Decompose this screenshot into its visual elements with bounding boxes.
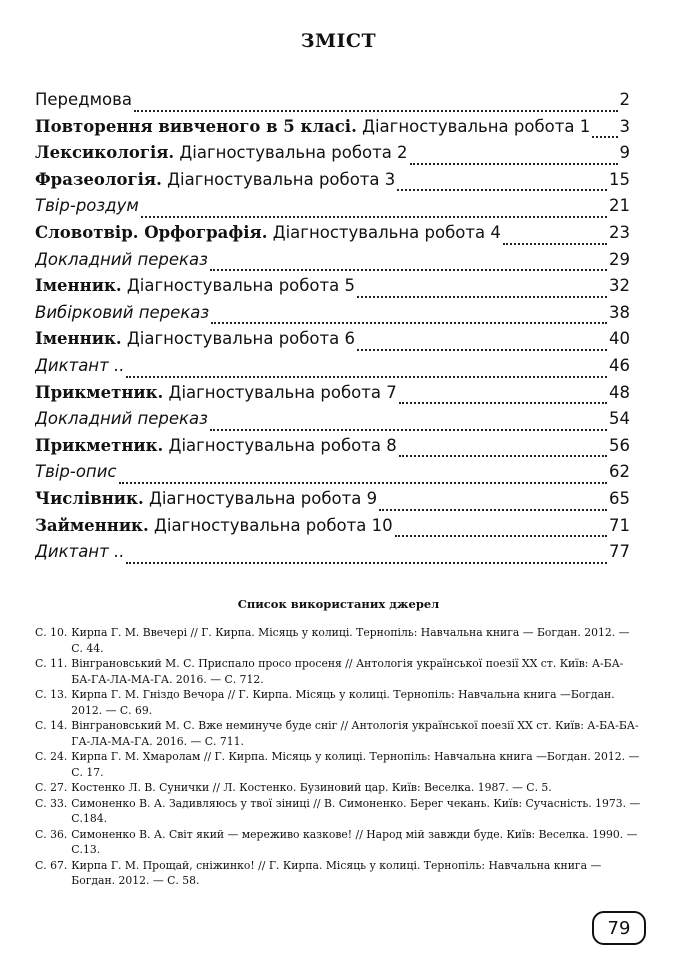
source-entry [35, 827, 641, 858]
toc-entry-text: Діагностувальна робота 8 [163, 435, 397, 455]
toc-entry [35, 223, 630, 250]
toc-entry-page: 48 [609, 382, 630, 402]
toc-entry [35, 276, 630, 303]
toc-entry-label [35, 383, 397, 402]
toc-entry-text: Диктант .. [35, 355, 125, 375]
toc-entry-label [35, 356, 124, 375]
toc-leader-dots [211, 322, 607, 324]
page-number: 79 [592, 911, 646, 945]
toc-entry-text: Твір-роздум [35, 196, 139, 216]
toc-entry-section: Займенник. [35, 515, 149, 535]
toc-entry-label [35, 250, 208, 269]
toc-leader-dots [399, 402, 607, 404]
toc-entry-page: 56 [609, 435, 630, 455]
toc-entry-page: 21 [609, 196, 630, 216]
toc-leader-dots [357, 349, 607, 351]
toc-entry [35, 143, 630, 170]
toc-entry-text: Діагностувальна робота 7 [163, 382, 397, 402]
source-citation: Костенко Л. В. Сунички // Л. Костенко. Бузиновий цар. Київ: Веселка. 1987. — С. 5. [71, 781, 552, 794]
source-citation: Кирпа Г. М. Прощай, сніжинко! // Г. Кирпа. Місяць у колиці. Тернопіль: Навчальна книга — Богдан. 2012. — С. 58. [71, 858, 602, 887]
toc-entry-text: Діагностувальна робота 3 [161, 169, 396, 189]
toc-leader-dots [592, 136, 617, 138]
source-citation: Вінграновський М. С. Приспало просо просеня // Антологія української поезії XX ст. Київ: А-БА-БА-ГА-ЛА-МА-ГА. 2016. — С. 712. [71, 657, 624, 686]
toc-entry-text: Докладний переказ [35, 409, 208, 429]
toc-entry-page: 23 [609, 222, 630, 242]
toc-entry-label [35, 542, 124, 561]
toc-entry-text: Діагностувальна робота 9 [143, 488, 378, 508]
source-page-ref: С. 14. [35, 719, 68, 732]
toc-entry [35, 409, 630, 436]
source-page-ref: С. 11. [35, 657, 68, 670]
source-page-ref: С. 33. [35, 796, 68, 810]
toc-entry-page: 32 [609, 276, 630, 296]
source-page-ref: С. 67. [35, 858, 68, 872]
source-page-ref: С. 13. [35, 688, 68, 701]
toc-entry-page: 38 [609, 302, 630, 322]
toc-entry-page: 71 [609, 515, 630, 535]
toc-entry-label [35, 170, 395, 189]
toc-entry [35, 170, 630, 197]
source-citation: Вінграновський М. С. Вже неминуче буде сніг // Антологія української поезії XX ст. Київ: А-БА-БА-ГА-ЛА-МА-ГА. 2016. — С. 711. [71, 719, 639, 748]
toc-entry-text: Вибірковий переказ [35, 302, 210, 322]
source-citation: Симоненко В. А. Світ який — мереживо казкове! // Народ мій завжди буде. Київ: Веселка. 1990. — С.13. [71, 827, 638, 856]
toc-entry-text: Передмова [35, 90, 132, 109]
toc-entry-section: Прикметник. [35, 435, 164, 455]
toc-entry [35, 462, 630, 489]
toc-entry-page: 65 [609, 488, 630, 508]
toc-entry-label [35, 462, 117, 481]
source-page-ref: С. 24. [35, 750, 68, 763]
toc-entry-section: Іменник. [35, 329, 122, 349]
toc-leader-dots [141, 216, 607, 218]
toc-entry-label [35, 196, 139, 215]
toc-entry-page: 40 [609, 329, 630, 349]
source-citation: Кирпа Г. М. Ввечері // Г. Кирпа. Місяць у колиці. Тернопіль: Навчальна книга — Богдан. 2012. — С. 44. [71, 626, 630, 655]
toc-entry-label [35, 489, 377, 508]
toc-entry-page: 9 [619, 143, 630, 163]
toc-entry-text: Диктант .. [35, 542, 125, 562]
source-entry [35, 656, 641, 687]
toc-entry-section: Прикметник. [35, 382, 164, 402]
source-entry [35, 687, 641, 718]
toc-entry-text: Діагностувальна робота 2 [174, 143, 408, 163]
toc-entry-text: Діагностувальна робота 6 [121, 329, 355, 349]
toc-entry [35, 329, 630, 356]
toc-leader-dots [379, 509, 607, 511]
toc-leader-dots [210, 429, 607, 431]
toc-entry-section: Повторення вивченого в 5 класі. [35, 116, 357, 136]
toc-entry-label [35, 436, 397, 455]
toc-entry-page: 62 [609, 462, 630, 482]
toc-entry [35, 436, 630, 463]
source-citation: Симоненко В. А. Задивляюсь у твої зіниці // В. Симоненко. Берег чекань. Київ: Сучасність. 1973. — С.184. [71, 796, 641, 825]
toc-entry-section: Лексикологія. [35, 143, 175, 163]
toc-entry-section: Числівник. [35, 488, 144, 508]
source-entry [35, 625, 641, 656]
toc-entry-section: Словотвір. Орфографія. [35, 222, 268, 242]
source-page-ref: С. 36. [35, 827, 68, 841]
toc-entry-text: Діагностувальна робота 1 [356, 116, 591, 136]
page-title: ЗМІСТ [300, 30, 377, 52]
toc-entry-section: Іменник. [35, 276, 122, 296]
toc-entry [35, 250, 630, 277]
source-page-ref: С. 10. [35, 626, 68, 639]
toc-leader-dots [410, 163, 618, 165]
toc-entry-text: Діагностувальна робота 4 [267, 222, 501, 242]
toc-entry-page: 29 [609, 249, 630, 269]
toc-leader-dots [210, 269, 607, 271]
source-entry [35, 718, 641, 749]
toc-entry-label [35, 303, 209, 322]
toc-entry [35, 489, 630, 516]
toc-entry-label [35, 276, 355, 295]
toc-entry-label [35, 223, 501, 242]
toc-leader-dots [119, 482, 608, 484]
toc-leader-dots [399, 455, 607, 457]
table-of-contents [35, 90, 630, 569]
source-entry [35, 796, 641, 827]
toc-entry-text: Докладний переказ [35, 249, 208, 269]
toc-entry [35, 542, 630, 569]
toc-entry-label [35, 329, 355, 348]
source-page-ref: С. 27. [35, 781, 68, 794]
toc-entry-page: 46 [609, 355, 630, 375]
toc-leader-dots [357, 296, 607, 298]
sources-title: Список використаних джерел [237, 597, 440, 611]
source-citation: Кирпа Г. М. Гніздо Вечора // Г. Кирпа. Місяць у колиці. Тернопіль: Навчальна книга —Богдан. 2012. — С. 69. [71, 688, 615, 717]
toc-entry [35, 303, 630, 330]
toc-entry [35, 356, 630, 383]
toc-entry-label [35, 516, 393, 535]
sources-list [35, 625, 641, 889]
toc-entry [35, 516, 630, 543]
toc-entry-label [35, 90, 132, 109]
toc-entry-label [35, 117, 590, 136]
toc-entry-page: 2 [619, 90, 630, 109]
toc-entry-page: 77 [609, 542, 630, 562]
toc-entry-text: Діагностувальна робота 10 [148, 515, 393, 535]
toc-entry-section: Фразеологія. [35, 169, 162, 189]
toc-entry-page: 15 [609, 169, 630, 189]
toc-entry-label [35, 143, 408, 162]
source-entry [35, 780, 641, 796]
source-entry [35, 858, 641, 889]
toc-entry-label [35, 409, 208, 428]
source-citation: Кирпа Г. М. Хмаролам // Г. Кирпа. Місяць у колиці. Тернопіль: Навчальна книга —Богдан. 2012. — С. 17. [71, 750, 640, 779]
toc-entry-text: Діагностувальна робота 5 [121, 276, 355, 296]
toc-leader-dots [134, 110, 618, 112]
toc-entry [35, 196, 630, 223]
toc-entry [35, 117, 630, 144]
source-entry [35, 749, 641, 780]
toc-entry [35, 90, 630, 117]
toc-entry-page: 3 [619, 116, 630, 136]
toc-entry [35, 383, 630, 410]
toc-entry-page: 54 [609, 409, 630, 429]
toc-entry-text: Твір-опис [35, 462, 117, 482]
toc-leader-dots [395, 535, 607, 537]
toc-leader-dots [503, 243, 607, 245]
toc-leader-dots [397, 189, 607, 191]
toc-leader-dots [126, 562, 607, 564]
toc-leader-dots [126, 376, 607, 378]
